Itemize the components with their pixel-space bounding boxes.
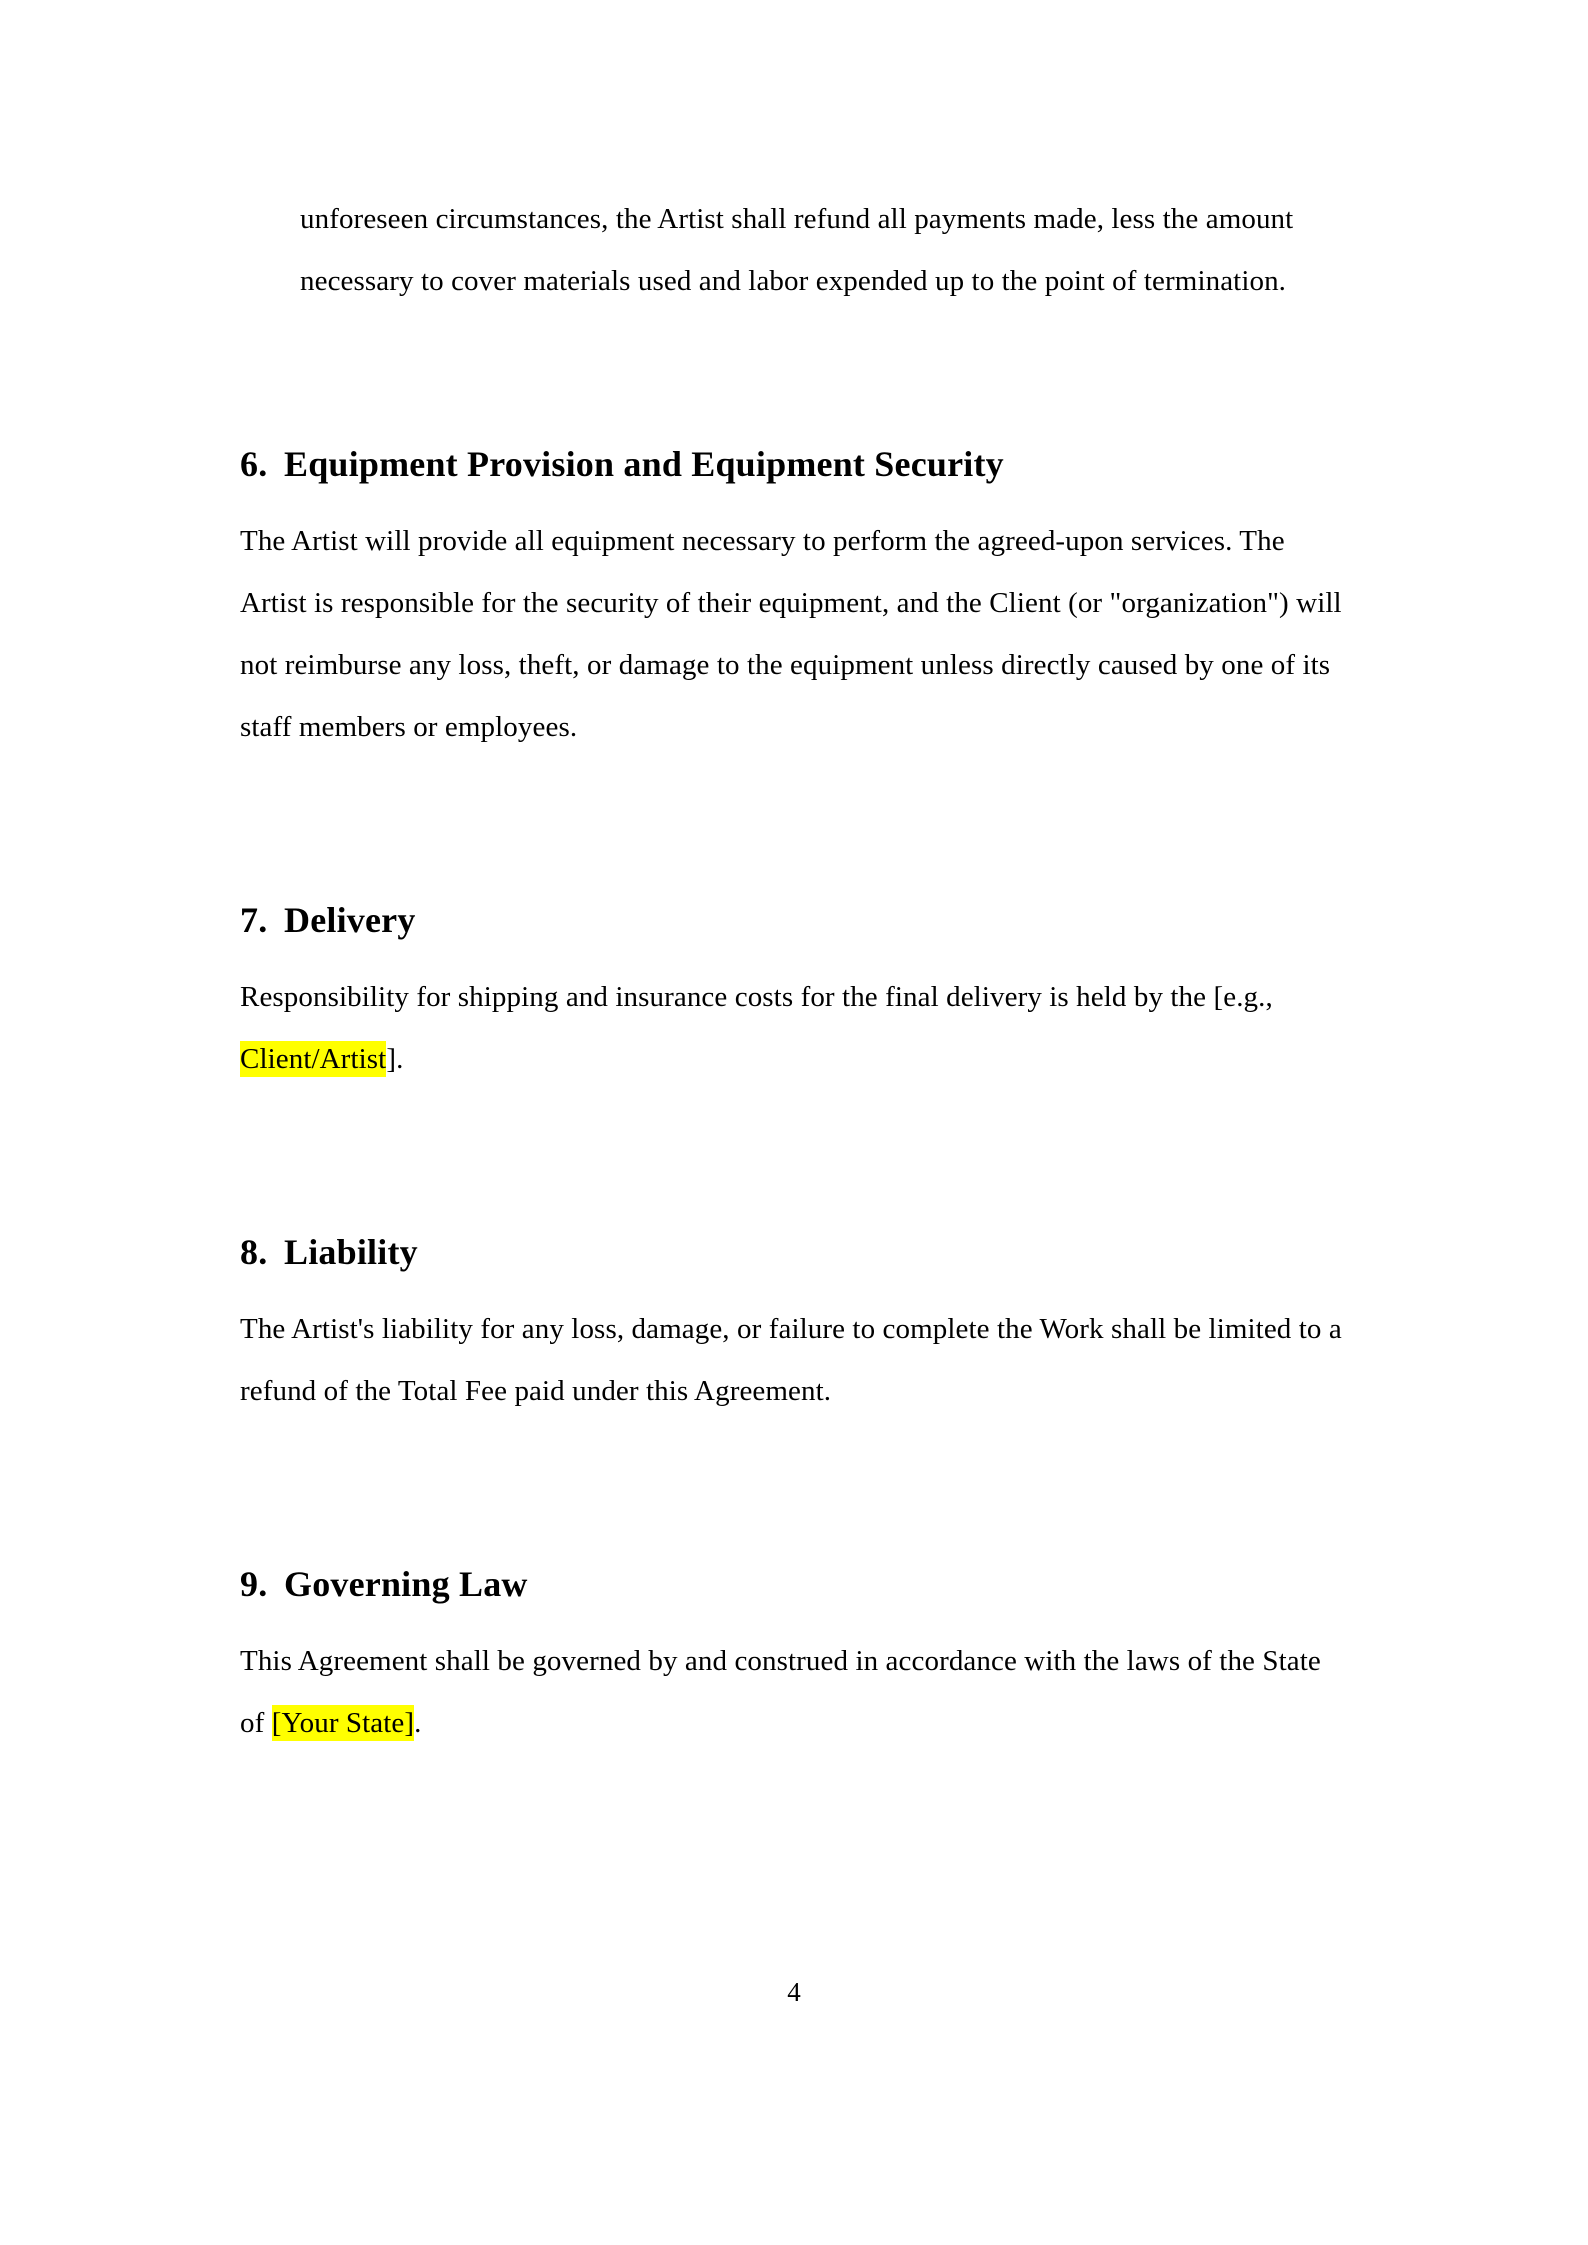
- section-8-body: [240, 1298, 1345, 1422]
- page-number: 4: [787, 1977, 801, 2007]
- section-7-title: Delivery: [284, 900, 416, 940]
- spacer: [240, 312, 1345, 442]
- section-9-number: 9.: [240, 1564, 268, 1604]
- spacer: [240, 1090, 1345, 1230]
- section-9-body-text-before: This Agreement shall be governed by and construed in accordance with the laws of the State of: [240, 1645, 1321, 1739]
- section-7-body: [240, 966, 1345, 1090]
- section-7-body-text-after: ].: [386, 1043, 404, 1075]
- section-7-heading: [240, 898, 1345, 942]
- section-8-heading: [240, 1230, 1345, 1274]
- spacer: [240, 942, 1345, 966]
- section-6-body-text: The Artist will provide all equipment necessary to perform the agreed-upon services. The Artist is responsible for the security of their equipment, and the Client (or "organization") will not reimburse any loss, theft, or damage to the equipment unless directly caused by one of its staff members or employees.: [240, 525, 1342, 743]
- section-8-title: Liability: [284, 1232, 418, 1272]
- spacer: [240, 1274, 1345, 1298]
- section-6: [240, 442, 1345, 758]
- section-6-number: 6.: [240, 444, 268, 484]
- spacer: [240, 486, 1345, 510]
- section-7-number: 7.: [240, 900, 268, 940]
- section-7-highlighted-placeholder: Client/Artist: [240, 1043, 387, 1075]
- continued-paragraph: unforeseen circumstances, the Artist shall refund all payments made, less the amount necessary to cover materials used and labor expended up to the point of termination.: [300, 203, 1294, 297]
- section-8-number: 8.: [240, 1232, 268, 1272]
- section-8: [240, 1230, 1345, 1422]
- section-9-body: [240, 1630, 1345, 1754]
- section-8-body-text: The Artist's liability for any loss, damage, or failure to complete the Work shall be limited to a refund of the Total Fee paid under this Agreement.: [240, 1313, 1342, 1407]
- section-6-body: [240, 510, 1345, 758]
- section-9-heading: [240, 1562, 1345, 1606]
- section-9-body-text-after: .: [414, 1707, 422, 1739]
- section-9-title: Governing Law: [284, 1564, 528, 1604]
- section-9-highlighted-placeholder: [Your State]: [271, 1707, 415, 1739]
- spacer: [240, 758, 1345, 898]
- spacer: [240, 1606, 1345, 1630]
- section-7-body-text-before: Responsibility for shipping and insurance costs for the final delivery is held by the [e.g.,: [240, 981, 1273, 1013]
- page-content: [240, 188, 1345, 1754]
- spacer: [240, 1422, 1345, 1562]
- section-6-heading: [240, 442, 1345, 486]
- section-7: [240, 898, 1345, 1090]
- section-6-title: Equipment Provision and Equipment Security: [284, 444, 1004, 484]
- section-9: [240, 1562, 1345, 1754]
